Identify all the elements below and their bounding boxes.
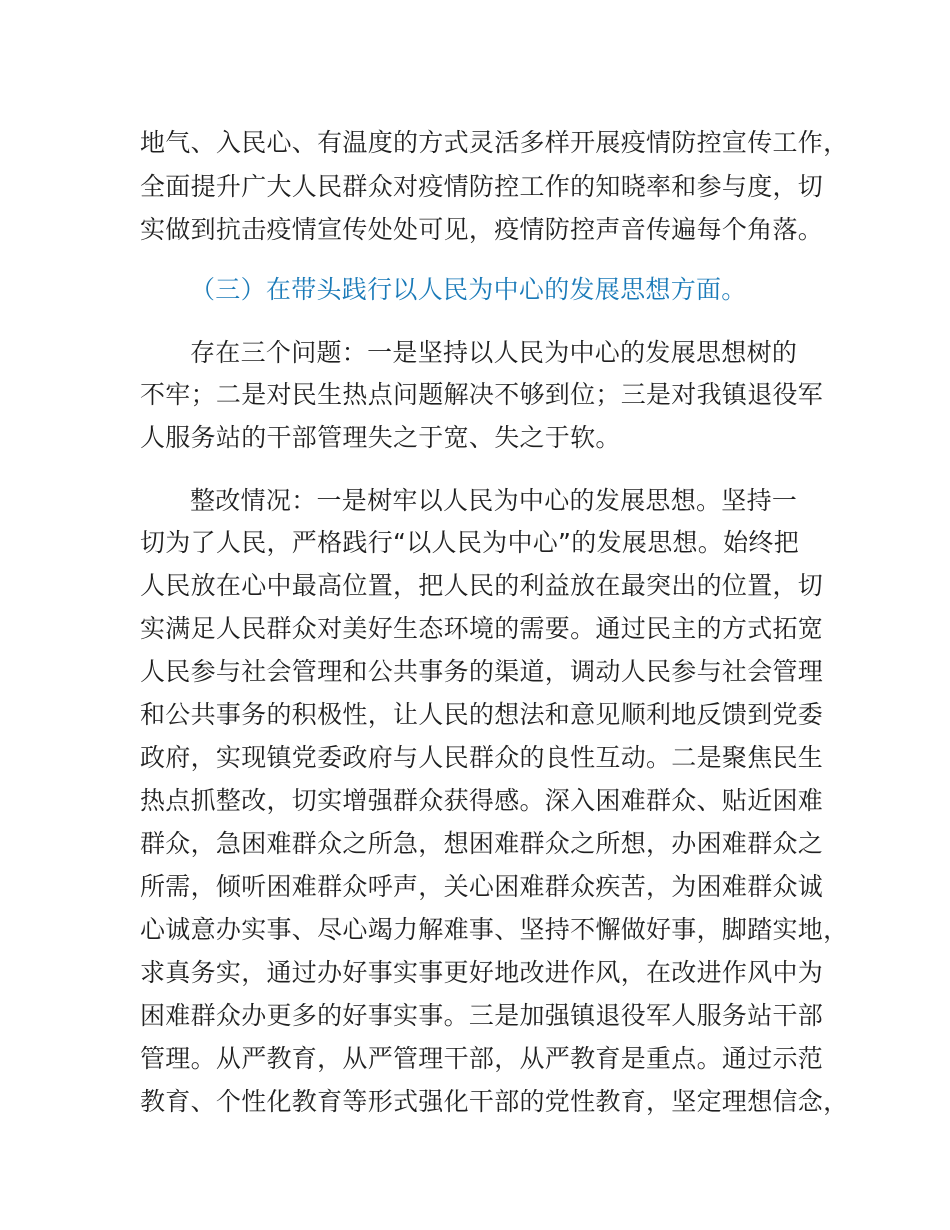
- rectification-line: 教育、个性化教育等形式强化干部的党性教育，坚定理想信念，: [140, 1087, 849, 1116]
- rectification-line: 求真务实，通过办好事实事更好地改进作风，在改进作风中为: [140, 958, 824, 987]
- rectification-line: 人民参与社会管理和公共事务的渠道，调动人民参与社会管理: [140, 657, 824, 686]
- rectification-line: 心诚意办实事、尽心竭力解难事、坚持不懈做好事，脚踏实地，: [140, 915, 849, 944]
- section-heading: （三）在带头践行以人民为中心的发展思想方面。: [190, 275, 747, 304]
- rectification-line: 切为了人民，严格践行“以人民为中心”的发展思想。始终把: [140, 528, 800, 557]
- rectification-line: 热点抓整改，切实增强群众获得感。深入困难群众、贴近困难: [140, 786, 824, 815]
- intro-line: 实做到抗击疫情宣传处处可见，疫情防控声音传遍每个角落。: [140, 215, 824, 244]
- rectification-line: 管理。从严教育，从严管理干部，从严教育是重点。通过示范: [140, 1044, 824, 1073]
- rectification-line: 实满足人民群众对美好生态环境的需要。通过民主的方式拓宽: [140, 614, 824, 643]
- rectification-line: 和公共事务的积极性，让人民的想法和意见顺利地反馈到党委: [140, 700, 824, 729]
- rectification-line: 群众，急困难群众之所急，想困难群众之所想，办困难群众之: [140, 829, 824, 858]
- problems-line: 存在三个问题：一是坚持以人民为中心的发展思想树的: [190, 338, 798, 367]
- rectification-line: 人民放在心中最高位置，把人民的利益放在最突出的位置，切: [140, 571, 824, 600]
- rectification-line: 困难群众办更多的好事实事。三是加强镇退役军人服务站干部: [140, 1001, 824, 1030]
- rectification-line: 所需，倾听困难群众呼声，关心困难群众疾苦，为困难群众诚: [140, 872, 824, 901]
- intro-line: 全面提升广大人民群众对疫情防控工作的知晓率和参与度，切: [140, 172, 824, 201]
- problems-line: 不牢；二是对民生热点问题解决不够到位；三是对我镇退役军: [140, 380, 824, 409]
- intro-line: 地气、入民心、有温度的方式灵活多样开展疫情防控宣传工作，: [140, 128, 849, 157]
- rectification-line: 整改情况：一是树牢以人民为中心的发展思想。坚持一: [190, 486, 798, 515]
- rectification-line: 政府，实现镇党委政府与人民群众的良性互动。二是聚焦民生: [140, 743, 824, 772]
- problems-line: 人服务站的干部管理失之于宽、失之于软。: [140, 423, 621, 452]
